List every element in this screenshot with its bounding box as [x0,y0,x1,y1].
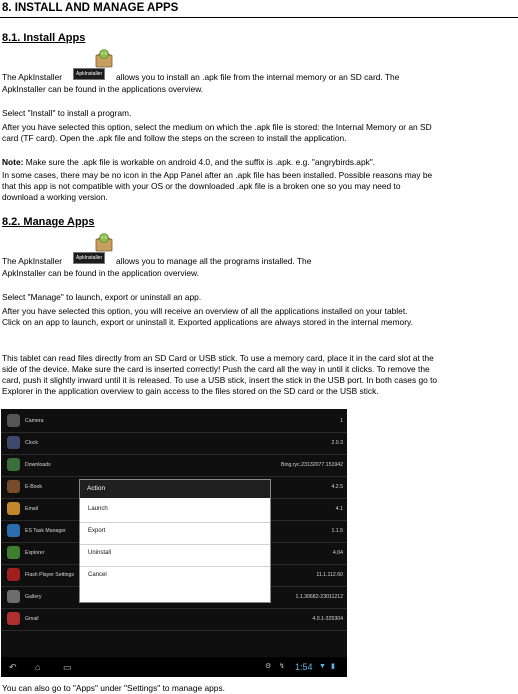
app-list-item[interactable] [1,609,347,631]
app-name: Downloads [25,462,51,468]
apkinstaller-icon [93,230,115,252]
app-name: Camera [25,418,44,424]
usb-icon: ↯ [279,663,285,670]
install-after1: After you have selected this option, select the medium on which the .apk file is stored: the Internal Memory or an SD [2,122,432,132]
card-line4: Explorer in the application overview to gain access to the files stored on the SD card or the USB stick. [2,386,379,396]
manage-after2: Click on an app to launch, export or uninstall it. Exported applications are always stored in the internal memory. [2,317,413,327]
app-version: Bing.ryc.23132077.151942 [280,462,343,468]
section-heading: 8. INSTALL AND MANAGE APPS [2,2,179,14]
back-icon[interactable]: ↶ [9,662,17,672]
card-line3: card, push it slightly inward until it is released. To use a USB stick, insert the stick in the USB port. In both cases go to [2,375,438,385]
install-line1b: allows you to install an .apk file from the internal memory or an SD card. The [116,72,400,82]
status-clock: 1:54 [295,662,313,672]
app-version: 4.04 [332,550,343,556]
note-label: Note: [2,157,24,167]
dialog-title: Action [80,480,270,498]
dialog-option-uninstall[interactable]: Uninstall [88,550,112,556]
app-version: 1.1.5 [331,528,343,534]
app-version: 4.0.1-325304 [312,616,343,622]
app-name: Flash Player Settings [25,572,75,578]
wifi-icon: ▼ [319,663,326,670]
dialog-option-launch[interactable]: Launch [88,506,108,512]
card-line2: side of the device. Make sure the card is inserted correctly! Push the card all the way in until it clicks. To remove the [2,364,430,374]
app-name: Gallery [25,594,42,600]
app-icon [7,612,20,625]
dialog-divider [80,566,270,567]
install-line2: ApkInstaller can be found in the applications overview. [2,84,204,94]
app-version: 1.1.30682-23011212 [295,594,343,600]
manage-line2: ApkInstaller can be found in the application overview. [2,268,199,278]
app-icon [7,414,20,427]
dialog-divider [80,544,270,545]
android-icon: ⚙ [265,663,272,670]
install-subheading: 8.1. Install Apps [2,32,86,44]
install-select: Select "Install" to install a program. [2,108,132,118]
app-list-item[interactable] [1,433,347,455]
app-name: Clock [25,440,38,446]
battery-icon: ▮ [331,663,335,670]
manage-subheading: 8.2. Manage Apps [2,216,95,228]
app-icon [7,480,20,493]
home-icon[interactable]: ⌂ [35,662,41,672]
note-text: Make sure the .apk file is workable on android 4.0, and the suffix is .apk. e.g. "angrybirds.apk". [25,157,376,167]
manage-line1b: allows you to manage all the programs installed. The [116,256,312,266]
app-version: 1 [340,418,343,424]
install-after2: card (TF card). Open the .apk file and follow the steps on the screen to install the application. [2,133,347,143]
apkinstaller-icon [93,46,115,68]
app-name: ES Task Manager [25,528,66,534]
action-dialog [79,479,271,603]
heading-rule [0,17,518,18]
card-line1: This tablet can read files directly from an SD Card or USB stick. To use a memory card, place it in the card slot at the [2,353,434,363]
install-case2: that this app is not compatible with your OS or the downloaded .apk file is a broken one so you may need to [2,181,401,191]
manage-select: Select "Manage" to launch, export or uninstall an app. [2,292,202,302]
install-case1: In some cases, there may be no icon in the App Panel after an .apk file has been installed. Possible reasons may be [2,170,433,180]
apkinstaller-badge: ApkInstaller [73,68,105,80]
dialog-option-cancel[interactable]: Cancel [88,572,107,578]
app-name: Gmail [25,616,39,622]
app-icon [7,436,20,449]
app-name: Explorer [25,550,45,556]
recent-apps-icon[interactable]: ▭ [63,662,72,672]
android-nav-bar [1,657,347,677]
tablet-screenshot [1,409,347,677]
install-case3: download a working version. [2,192,108,202]
dialog-option-export[interactable]: Export [88,528,106,534]
app-version: 11.1.112.60 [316,572,343,578]
app-icon [7,568,20,581]
manage-after1: After you have selected this option, you will receive an overview of all the applications installed on your tablet. [2,306,408,316]
app-version: 2.0.3 [331,440,343,446]
app-list-item[interactable] [1,455,347,477]
app-icon [7,458,20,471]
app-version: 4.1 [335,506,343,512]
app-icon [7,524,20,537]
app-list-item[interactable] [1,411,347,433]
footer-text: You can also go to "Apps" under "Settings" to manage apps. [2,683,225,693]
manage-line1a: The ApkInstaller [2,256,63,266]
app-icon [7,502,20,515]
apkinstaller-badge: ApkInstaller [73,252,105,264]
install-line1a: The ApkInstaller [2,72,63,82]
dialog-divider [80,522,270,523]
app-version: 4.2.5 [331,484,343,490]
app-name: E-Book [25,484,43,490]
app-name: Email [25,506,38,512]
app-icon [7,546,20,559]
install-note [2,157,375,168]
app-icon [7,590,20,603]
